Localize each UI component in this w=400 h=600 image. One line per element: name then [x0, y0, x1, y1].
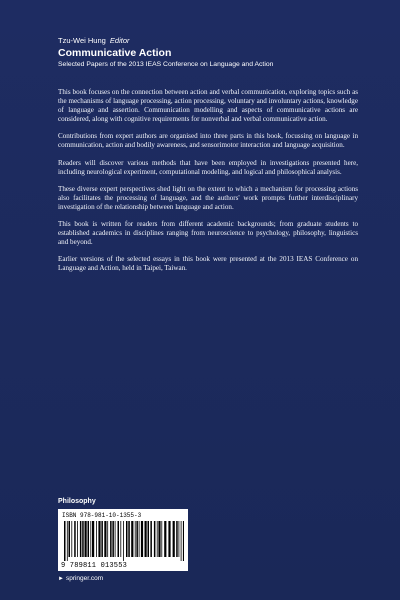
barcode-bar [115, 521, 116, 557]
barcode-bar [85, 521, 87, 557]
blurb-paragraph: Earlier versions of the selected essays in this book were presented at the 2013 IEAS Conference on Language and Action, held in Taipei, Taiwan. [58, 255, 358, 273]
barcode-bar [77, 521, 78, 557]
barcode-bar [161, 521, 162, 557]
barcode-bar [150, 521, 152, 557]
barcode-bar [90, 521, 91, 557]
barcode-bar [148, 521, 150, 557]
barcode-bar [139, 521, 140, 557]
barcode-bar [164, 521, 166, 557]
barcode-bar [158, 521, 160, 557]
barcode-bar [126, 521, 128, 557]
barcode-bar [120, 521, 121, 557]
barcode-bar [110, 521, 112, 557]
barcode-bar [107, 521, 108, 557]
blurb-paragraph: This book is written for readers from different academic backgrounds; from graduate students to established academics in disciplines ranging from neuroscience to psychology, philosophy, linguistics and beyond. [58, 220, 358, 247]
barcode-bar [179, 521, 180, 557]
barcode-bar [80, 521, 82, 557]
blurb-paragraph: Readers will discover various methods that have been employed in investigations presented here, including neurological experiment, computational modeling, and logical and philosophical analysis. [58, 158, 358, 176]
barcode-bar [112, 521, 114, 557]
barcode-bar [136, 521, 138, 557]
barcode-bar [118, 521, 120, 557]
barcode-bar [92, 521, 94, 557]
barcode-bar [88, 521, 90, 557]
barcode-bar [157, 521, 158, 557]
barcode-bar [64, 521, 66, 561]
isbn-number: ISBN 978-981-10-1355-3 [62, 512, 142, 519]
barcode-bar [104, 521, 106, 557]
book-header [58, 36, 378, 70]
barcode-bar [82, 521, 84, 557]
barcode-bar [74, 521, 76, 557]
barcode-bar [96, 521, 97, 557]
barcode-bar [98, 521, 100, 557]
book-subtitle: Selected Papers of the 2013 IEAS Conference on Language and Action [58, 61, 274, 68]
subject-category: Philosophy [58, 498, 96, 505]
isbn-barcode [58, 509, 188, 571]
barcode-bar [71, 521, 72, 557]
editor-name: Tzu-Wei Hung [58, 36, 106, 45]
arrow-icon: ► [58, 576, 64, 582]
website-text: springer.com [65, 575, 104, 582]
barcode-bar [123, 521, 124, 561]
editor-line [58, 36, 378, 46]
barcode-bar [101, 521, 103, 557]
barcode-bar [183, 521, 184, 561]
barcode-bar [173, 521, 175, 557]
barcode-bar [154, 521, 156, 557]
barcode-bar [181, 521, 182, 561]
barcode-bar [69, 521, 71, 557]
barcode-bar [67, 521, 68, 561]
editor-role: Editor [109, 36, 130, 45]
book-title: Communicative Action [58, 47, 172, 59]
blurb-paragraph: These diverse expert perspectives shed light on the extent to which a mechanism for processing actions also facilitates the processing of language, and the authors' work prompts further interdisciplinary investigation of the relationship between language and action. [58, 184, 358, 211]
barcode-digits: 9 789811 013553 [61, 562, 128, 570]
barcode-bar [128, 521, 130, 557]
barcode-bar [145, 521, 147, 557]
barcode-bar [131, 521, 133, 557]
publisher-website [58, 575, 103, 582]
barcode-bar [135, 521, 136, 557]
barcode-bar [141, 521, 143, 557]
barcode-bar [176, 521, 178, 557]
barcode-bar [168, 521, 170, 557]
blurb [58, 88, 358, 282]
blurb-paragraph: Contributions from expert authors are organised into three parts in this book, focussing on language in communication, action and bodily awareness, and sensorimotor interaction and language acquisition. [58, 132, 358, 150]
barcode-bars [64, 521, 184, 561]
blurb-paragraph: This book focuses on the connection between action and verbal communication, exploring topics such as the mechanisms of language processing, action processing, voluntary and involuntary actions, knowledge of language and assertion. Communication modelling and aspects of communicative actions are considered, along with cognitive requirements for nonverbal and verbal communicative action. [58, 88, 358, 124]
